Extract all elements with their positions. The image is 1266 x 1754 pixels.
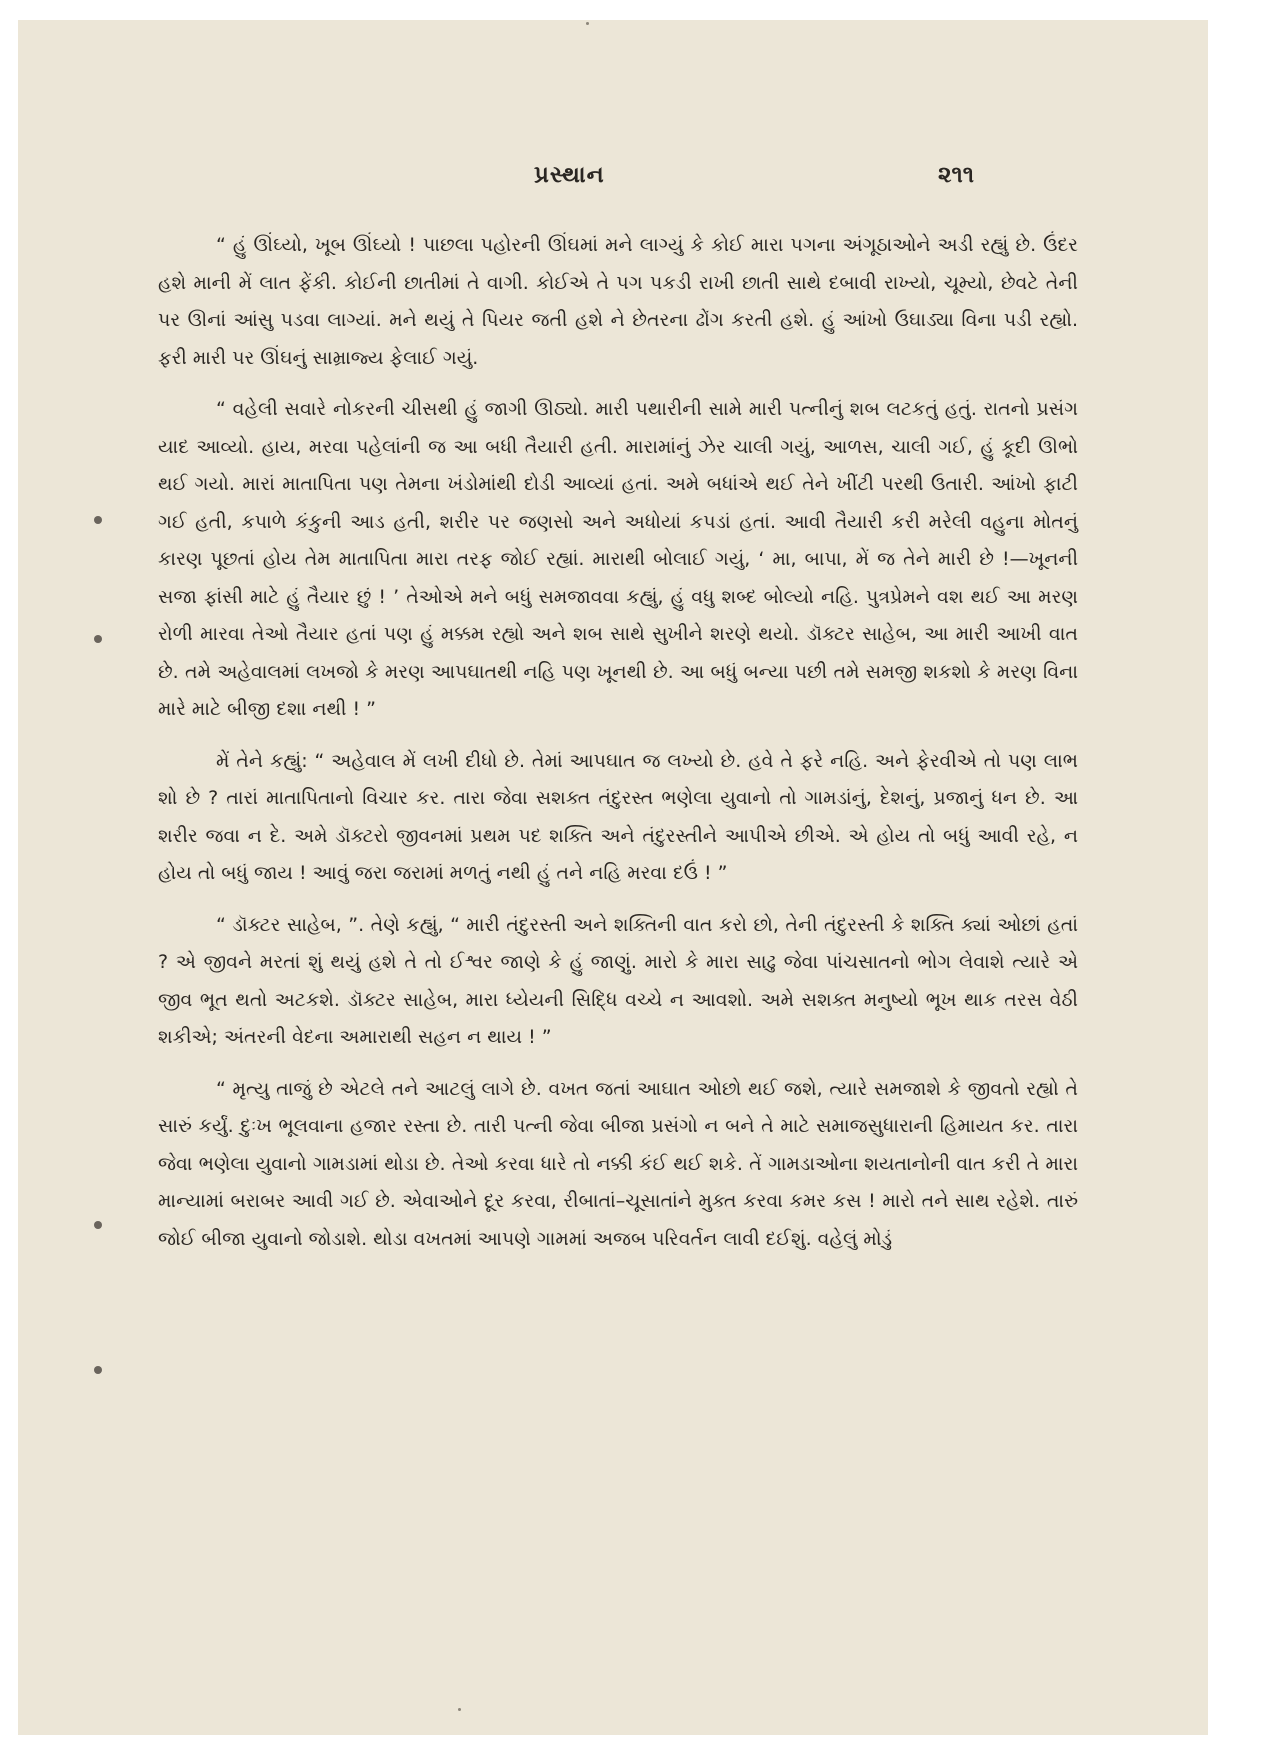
- paper-speck: [586, 22, 589, 25]
- binding-hole-mark: [94, 1221, 102, 1229]
- page-header: [18, 162, 1208, 202]
- paragraph-5: “ મૃત્યુ તાજું છે એટલે તને આટલું લાગે છે. વખત જતાં આઘાત ઓછો થઈ જશે, ત્યારે સમજાશે કે જીવતો રહ્યો તે સારું કર્યું. દુઃખ ભૂલવાના હજાર રસ્તા છે. તારી પત્ની જેવા બીજા પ્રસંગો ન બને તે માટે સમાજસુધારાની હિમાયત કર. તારા જેવા ભણેલા યુવાનો ગામડામાં થોડા છે. તેઓ કરવા ધારે તો નક્કી કંઈ થઈ શકે. તેં ગામડાઓના શયતાનોની વાત કરી તે મારા માન્યામાં બરાબર આવી ગઈ છે. એવાઓને દૂર કરવા, રીબાતાં–ચૂસાતાંને મુક્ત કરવા કમર કસ ! મારો તને સાથ રહેશે. તારું જોઈ બીજા યુવાનો જોડાશે. થોડા વખતમાં આપણે ગામમાં અજબ પરિવર્તન લાવી દઈશું. વહેલું મોડું: [158, 1077, 1078, 1250]
- binding-hole-mark: [94, 635, 102, 643]
- paragraph-1: “ હું ઊંઘ્યો, ખૂબ ઊંઘ્યો ! પાછલા પહોરની ઊંઘમાં મને લાગ્યું કે કોઈ મારા પગના અંગૂઠાઓને અડી રહ્યું છે. ઉંદર હશે માની મેં લાત ફેંકી. કોઈની છાતીમાં તે વાગી. કોઈએ તે પગ પકડી રાખી છાતી સાથે દબાવી રાખ્યો, ચૂમ્યો, છેવટે તેની પર ઊનાં આંસુ પડવા લાગ્યાં. મને થયું તે પિયર જતી હશે ને છેતરના ઢોંગ કરતી હશે. હું આંખો ઉઘાડ્યા વિના પડી રહ્યો. ફરી મારી પર ઊંઘનું સામ્રાજ્ય ફેલાઈ ગયું.: [158, 234, 1078, 369]
- body-text: [158, 227, 1078, 1272]
- paragraph-4: “ ડૉક્ટર સાહેબ, ”. તેણે કહ્યું, “ મારી તંદુરસ્તી અને શક્તિની વાત કરો છો, તેની તંદુરસ્તી કે શક્તિ ક્યાં ઓછાં હતાં ? એ જીવને મરતાં શું થયું હશે તે તો ઈશ્વર જાણે કે હું જાણું. મારો કે મારા સાઢુ જેવા પાંચસાતનો ભોગ લેવાશે ત્યારે એ જીવ ભૂત થતો અટકશે. ડૉક્ટર સાહેબ, મારા ધ્યેયની સિદ્ધિ વચ્ચે ન આવશો. અમે સશક્ત મનુષ્યો ભૂખ થાક તરસ વેઠી શકીએ; અંતરની વેદના અમારાથી સહન ન થાય ! ”: [158, 913, 1078, 1048]
- book-page: [18, 20, 1208, 1735]
- paragraph-3: મેં તેને કહ્યું: “ અહેવાલ મેં લખી દીધો છે. તેમાં આપઘાત જ લખ્યો છે. હવે તે ફરે નહિ. અને ફેરવીએ તો પણ લાભ શો છે ? તારાં માતાપિતાનો વિચાર કર. તારા જેવા સશક્ત તંદુરસ્ત ભણેલા યુવાનો તો ગામડાંનું, દેશનું, પ્રજાનું ધન છે. આ શરીર જવા ન દે. અમે ડૉક્ટરો જીવનમાં પ્રથમ પદ શક્તિ અને તંદુરસ્તીને આપીએ છીએ. એ હોય તો બધું આવી રહે, ન હોય તો બધું જાય ! આવું જરા જરામાં મળતું નથી હું તને નહિ મરવા દઉં ! ”: [158, 749, 1078, 884]
- paper-speck: [458, 1708, 461, 1711]
- binding-hole-mark: [94, 1366, 102, 1374]
- binding-hole-mark: [94, 516, 102, 524]
- running-title: પ્રસ્થાન: [534, 162, 605, 188]
- page-number: ૨૧૧: [938, 162, 975, 188]
- paragraph-2: “ વહેલી સવારે નોકરની ચીસથી હું જાગી ઊઠ્યો. મારી પથારીની સામે મારી પત્નીનું શબ લટકતું હતું. રાતનો પ્રસંગ યાદ આવ્યો. હાય, મરવા પહેલાંની જ આ બધી તૈયારી હતી. મારામાંનું ઝેર ચાલી ગયું, આળસ, ચાલી ગઈ, હું કૂદી ઊભો થઈ ગયો. મારાં માતાપિતા પણ તેમના ખંડોમાંથી દોડી આવ્યાં હતાં. અમે બધાંએ થઈ તેને ખીંટી પરથી ઉતારી. આંખો ફાટી ગઈ હતી, કપાળે કંકુની આડ હતી, શરીર પર જણસો અને અધોયાં કપડાં હતાં. આવી તૈયારી કરી મરેલી વહુના મોતનું કારણ પૂછતાં હોય તેમ માતાપિતા મારા તરફ જોઈ રહ્યાં. મારાથી બોલાઈ ગયું, ‘ મા, બાપા, મેં જ તેને મારી છે !—ખૂનની સજા ફાંસી માટે હું તૈયાર છું ! ’ તેઓએ મને બધું સમજાવવા કહ્યું, હું વધુ શબ્દ બોલ્યો નહિ. પુત્રપ્રેમને વશ થઈ આ મરણ રોળી મારવા તેઓ તૈયાર હતાં પણ હું મક્કમ રહ્યો અને શબ સાથે સુખીને શરણે થયો. ડૉક્ટર સાહેબ, આ મારી આખી વાત છે. તમે અહેવાલમાં લખજો કે મરણ આપઘાતથી નહિ પણ ખૂનથી છે. આ બધું બન્યા પછી તમે સમજી શકશો કે મરણ વિના મારે માટે બીજી દશા નથી ! ”: [158, 398, 1078, 720]
